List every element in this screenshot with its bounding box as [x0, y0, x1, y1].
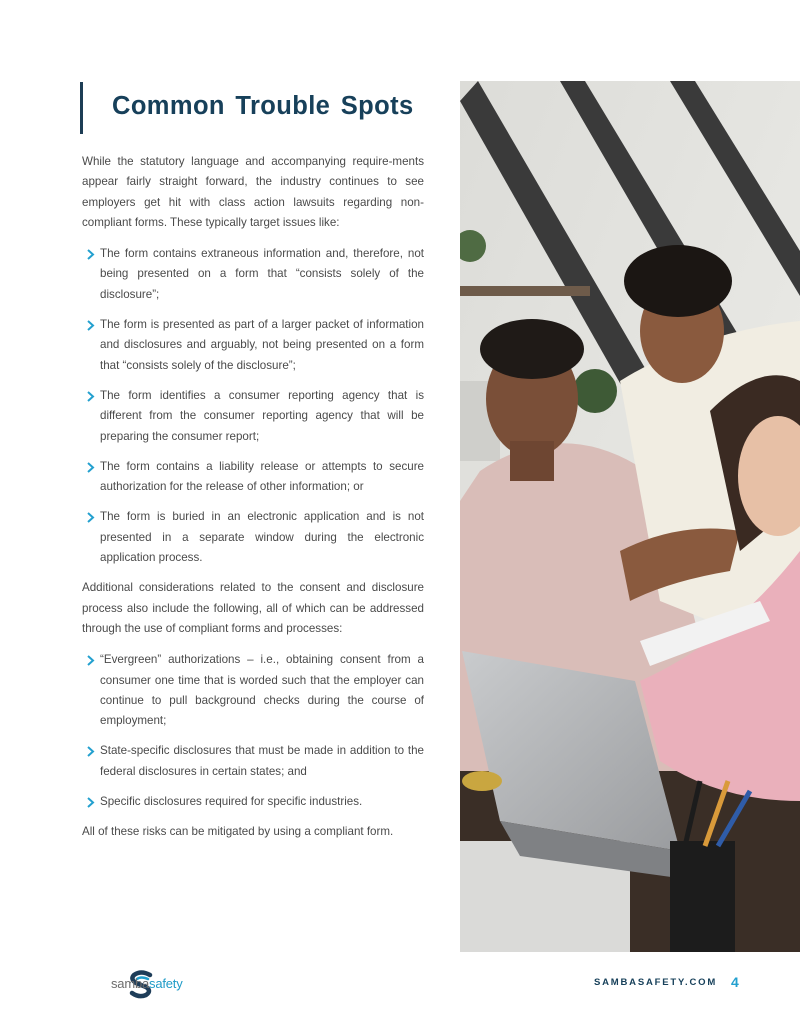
chevron-right-icon	[86, 746, 95, 757]
considerations-list	[82, 650, 424, 812]
footer-website: SAMBASAFETY.COM	[594, 977, 718, 988]
chevron-right-icon	[86, 391, 95, 402]
list-item-text: The form is presented as part of a larger packet of information and disclosures and arguably, not being presented on a form that “consists solely of the disclosure”;	[100, 318, 424, 372]
page-title: Common Trouble Spots	[112, 92, 414, 120]
list-item-text: State-specific disclosures that must be made in addition to the federal disclosures in certain states; and	[100, 744, 424, 778]
list-item	[82, 650, 424, 731]
conclusion-paragraph: All of these risks can be mitigated by using a compliant form.	[82, 825, 394, 839]
trouble-spots-list	[82, 244, 424, 568]
list-item	[82, 792, 424, 812]
list-item	[82, 386, 424, 447]
list-item	[82, 457, 424, 498]
chevron-right-icon	[86, 320, 95, 331]
intro-paragraph: While the statutory language and accompanying require-ments appear fairly straight forward, the industry continues to see employers get hit with class action lawsuits regarding non-compliant forms. These typically target issues like:	[82, 155, 424, 229]
office-team-photo	[460, 81, 800, 952]
chevron-right-icon	[86, 249, 95, 260]
list-item-text: The form contains extraneous information and, therefore, not being presented on a form that “consists solely of the disclosure”;	[100, 247, 424, 301]
considerations-paragraph: Additional considerations related to the consent and disclosure process also include the following, all of which can be addressed through the use of compliant forms and processes:	[82, 581, 424, 635]
chevron-right-icon	[86, 512, 95, 523]
list-item-text: The form is buried in an electronic application and is not presented in a separate window during the electronic application process.	[100, 510, 424, 565]
office-team-illustration	[460, 81, 800, 952]
chevron-right-icon	[86, 655, 95, 666]
brand-wordmark-samba: samba	[111, 976, 150, 991]
page-number: 4	[731, 974, 739, 990]
list-item-text: The form identifies a consumer reporting agency that is different from the consumer reporting agency that will be preparing the consumer report;	[100, 388, 424, 443]
list-item-text: “Evergreen” authorizations – i.e., obtaining consent from a consumer one time that is worded such that the employer can continue to pull background checks during the course of employment;	[100, 653, 424, 728]
chevron-right-icon	[86, 797, 95, 808]
title-accent-bar	[80, 82, 83, 134]
brand-wordmark	[111, 976, 183, 991]
list-item	[82, 507, 424, 568]
list-item	[82, 741, 424, 782]
main-content	[82, 152, 424, 843]
list-item-text: The form contains a liability release or attempts to secure authorization for the release of other information; or	[100, 459, 424, 494]
chevron-right-icon	[86, 462, 95, 473]
brand-wordmark-safety: safety	[149, 976, 183, 991]
list-item-text: Specific disclosures required for specific industries.	[100, 795, 363, 809]
list-item	[82, 315, 424, 376]
list-item	[82, 244, 424, 305]
